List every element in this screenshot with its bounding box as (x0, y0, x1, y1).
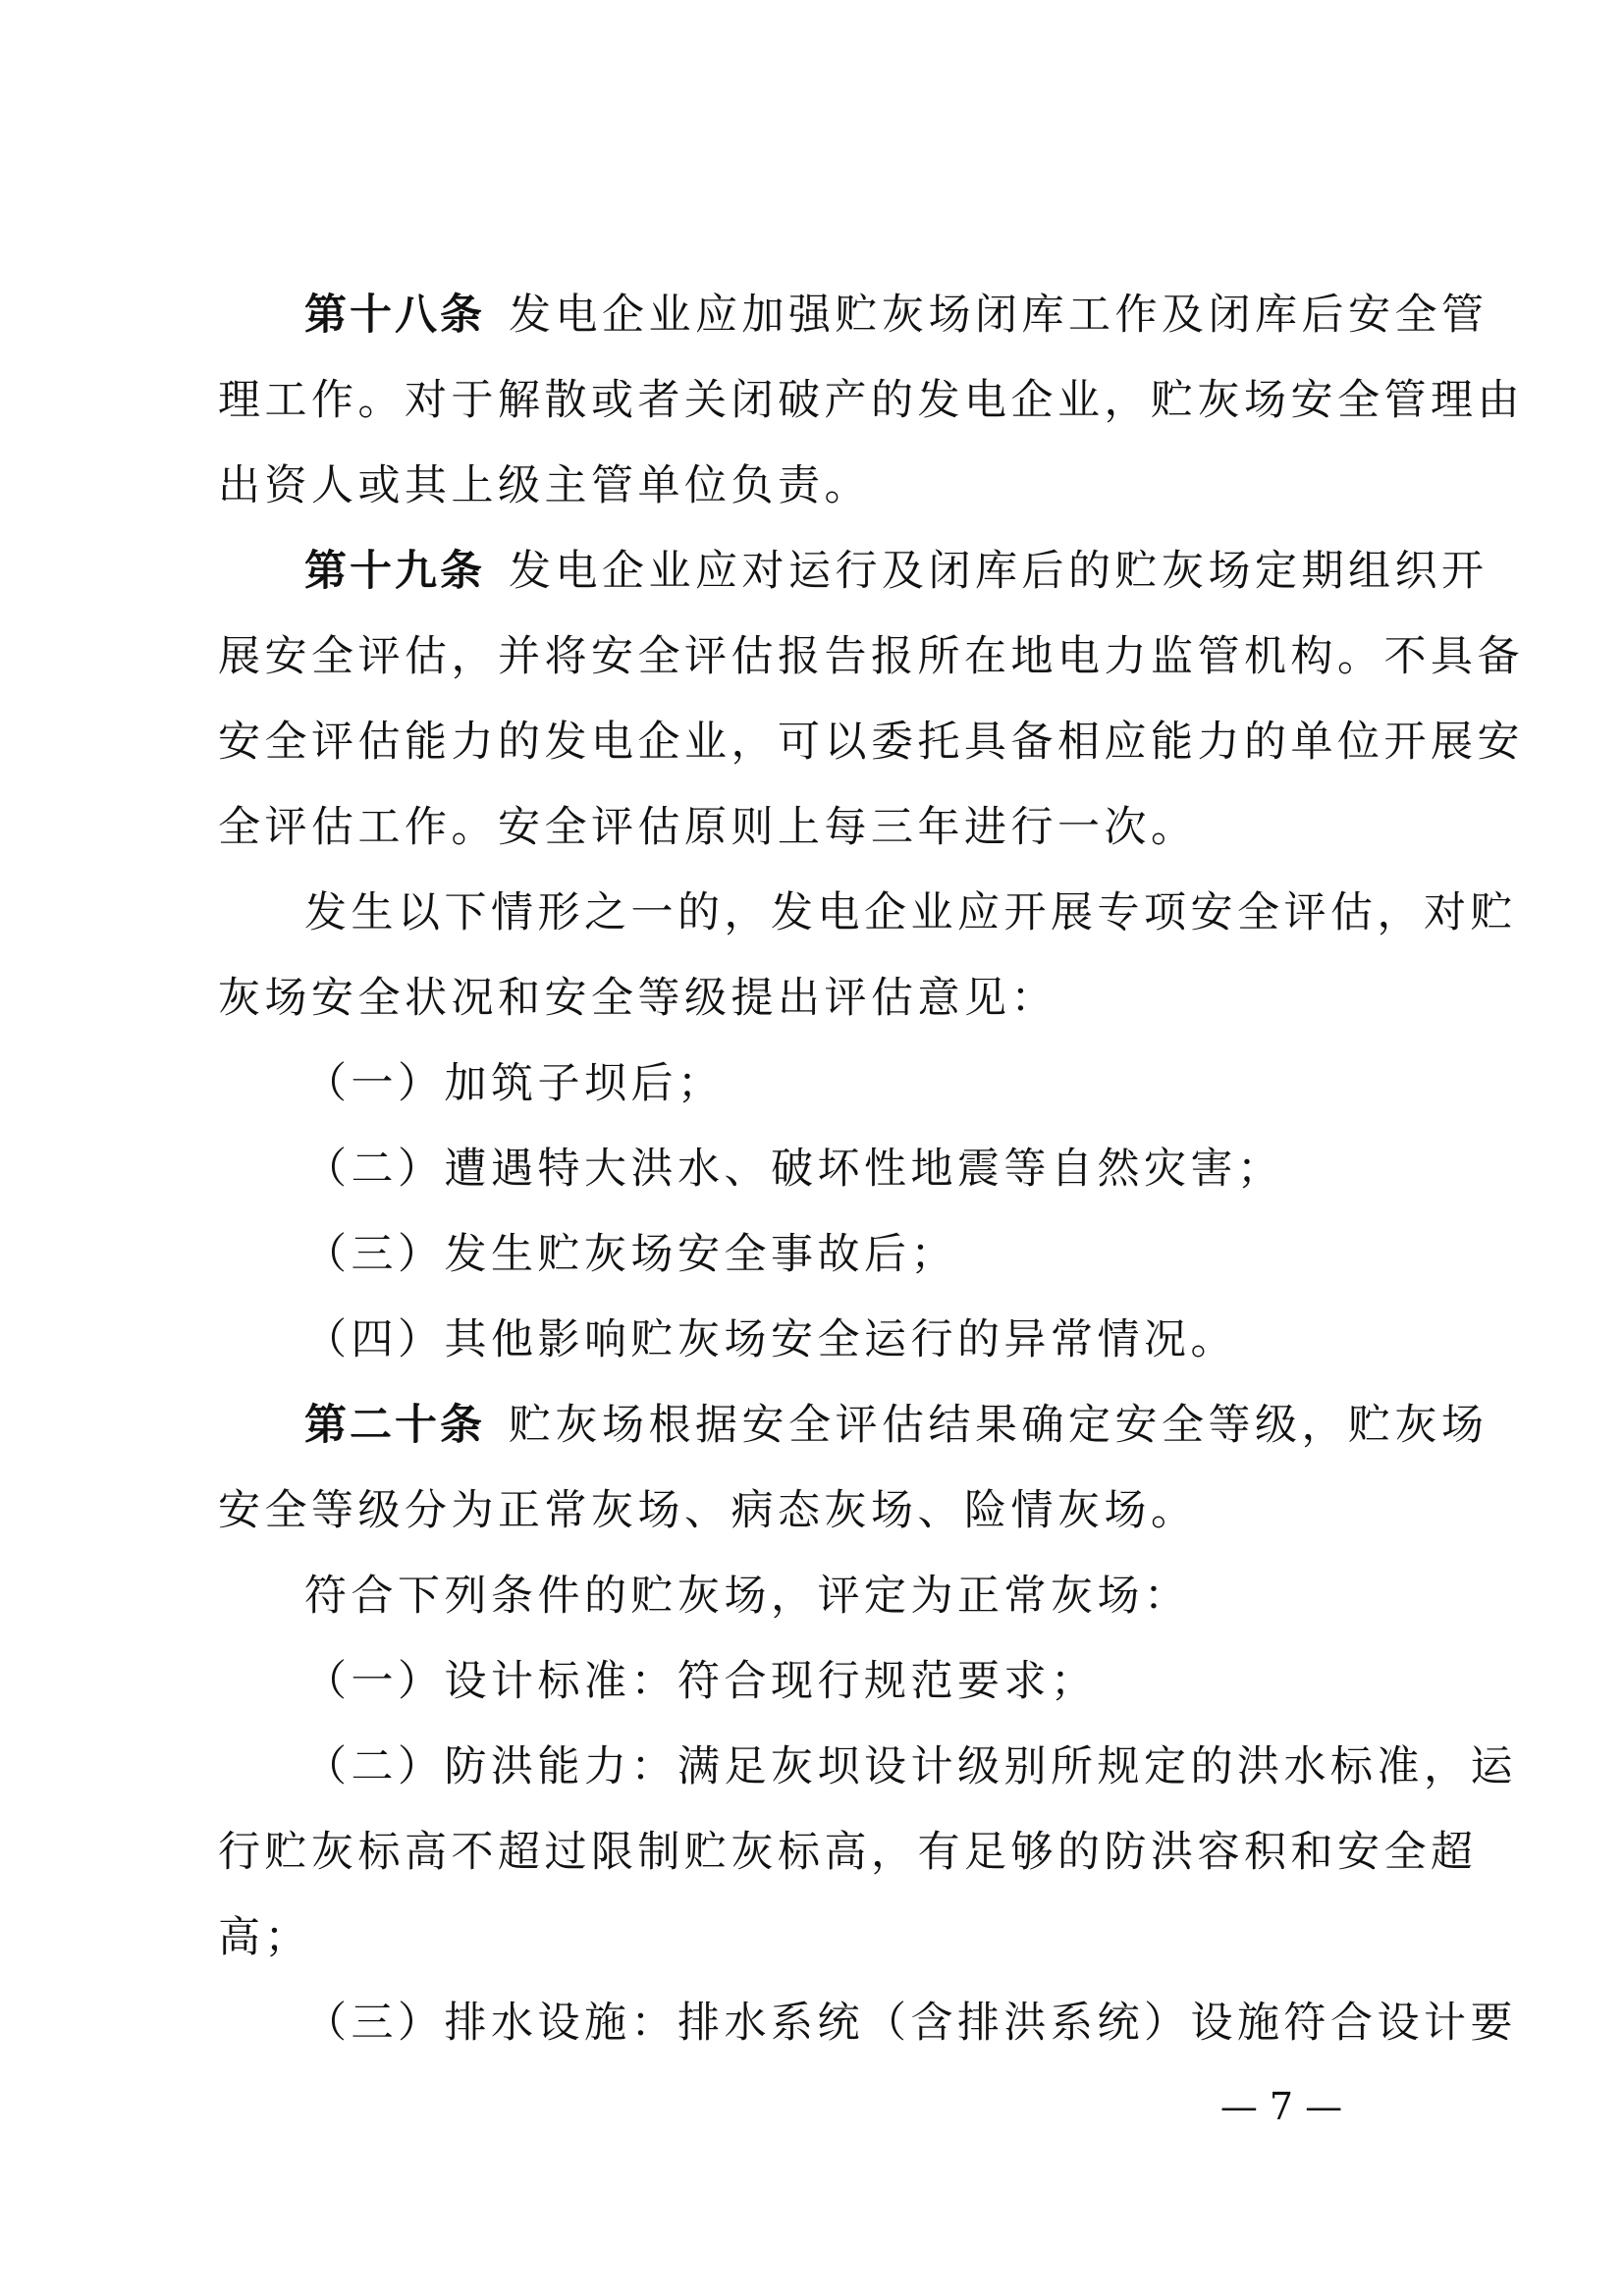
article-19-text: 发电企业应对运行及闭库后的贮灰场定期组织开 (509, 547, 1489, 596)
article-19-item-1: （一）加筑子坝后； (304, 1059, 725, 1108)
article-19-line-4: 全评估工作。安全评估原则上每三年进行一次。 (218, 803, 1198, 852)
article-20-item-2-line-1: （二）防洪能力：满足灰坝设计级别所规定的洪水标准，运 (304, 1742, 1517, 1791)
article-19-item-4: （四）其他影响贮灰场安全运行的异常情况。 (304, 1315, 1237, 1364)
article-20-item-1: （一）设计标准：符合现行规范要求； (304, 1657, 1098, 1706)
page-number: — 7 — (1219, 2085, 1343, 2128)
article-19-para-2-line-1: 发生以下情形之一的，发电企业应开展专项安全评估，对贮 (304, 888, 1517, 937)
article-20-line-2: 安全等级分为正常灰场、病态灰场、险情灰场。 (218, 1486, 1198, 1535)
article-20-label: 第二十条 (304, 1401, 485, 1450)
article-19-line-3: 安全评估能力的发电企业，可以委托具备相应能力的单位开展安 (218, 718, 1524, 767)
article-20-item-3-line-1: （三）排水设施：排水系统（含排洪系统）设施符合设计要 (304, 1999, 1517, 2048)
article-18-line-2: 理工作。对于解散或者关闭破产的发电企业，贮灰场安全管理由 (218, 376, 1524, 425)
article-19-item-2: （二）遭遇特大洪水、破坏性地震等自然灾害； (304, 1145, 1284, 1194)
article-20-para-2: 符合下列条件的贮灰场，评定为正常灰场： (304, 1572, 1191, 1621)
article-20-item-2-line-3: 高； (218, 1913, 311, 1962)
article-18-text: 发电企业应加强贮灰场闭库工作及闭库后安全管 (509, 291, 1489, 340)
article-20-text: 贮灰场根据安全评估结果确定安全等级，贮灰场 (509, 1401, 1489, 1450)
article-18-line-1 (304, 287, 1489, 344)
article-19-line-1 (304, 543, 1489, 600)
article-18-label: 第十八条 (304, 291, 485, 340)
article-20-line-1 (304, 1397, 1489, 1454)
article-19-label: 第十九条 (304, 547, 485, 596)
article-20-item-2-line-2: 行贮灰标高不超过限制贮灰标高，有足够的防洪容积和安全超 (218, 1828, 1478, 1877)
article-19-para-2-line-2: 灰场安全状况和安全等级提出评估意见： (218, 974, 1057, 1023)
article-19-item-3: （三）发生贮灰场安全事故后； (304, 1230, 957, 1279)
article-19-line-2: 展安全评估，并将安全评估报告报所在地电力监管机构。不具备 (218, 632, 1524, 681)
article-18-line-3: 出资人或其上级主管单位负责。 (218, 461, 871, 510)
